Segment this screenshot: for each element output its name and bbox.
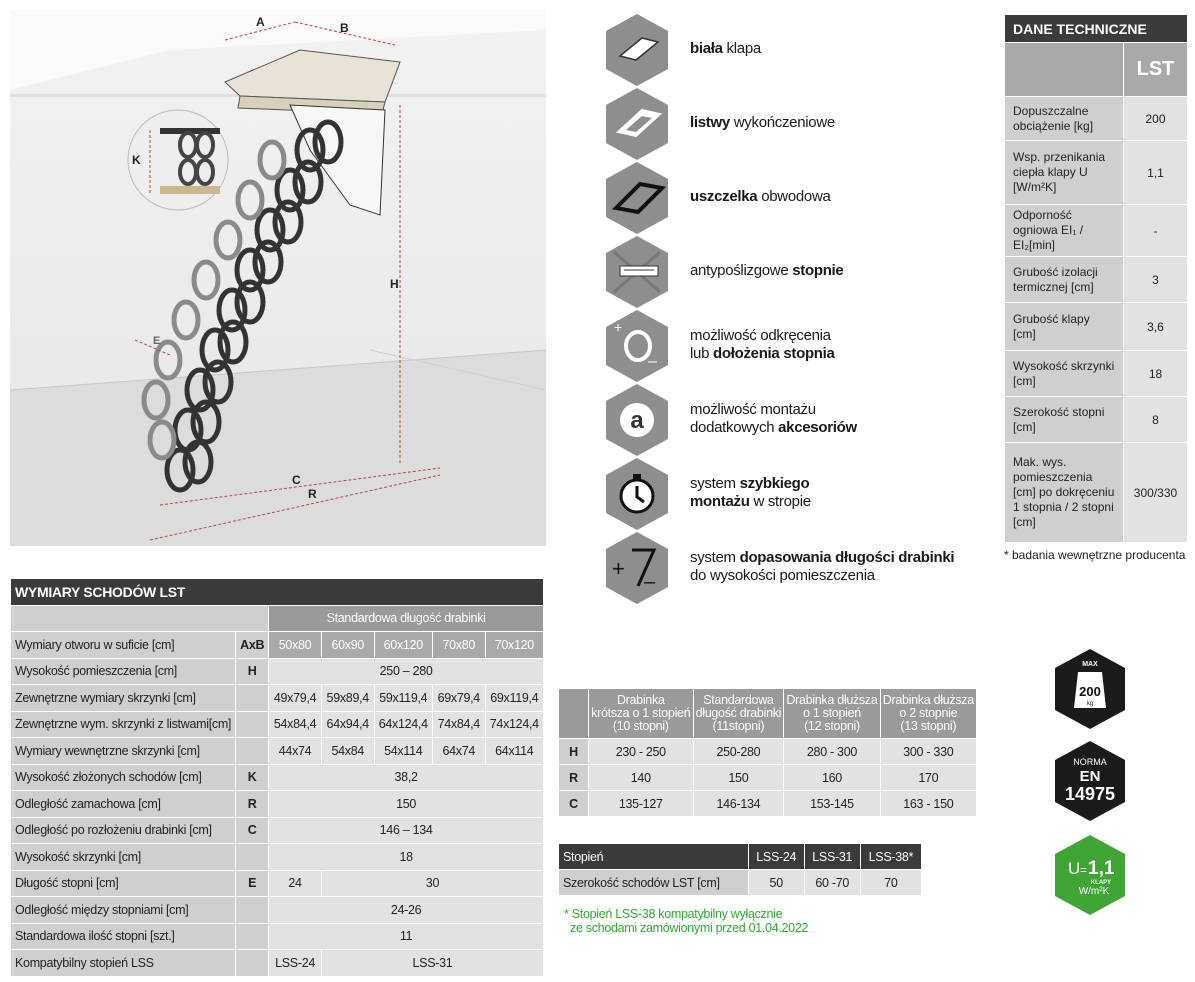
dim-label-k: K (132, 153, 141, 167)
tech-model: LST (1124, 43, 1188, 97)
technical-data-table (1004, 14, 1188, 543)
step-row-label: Szerokość schodów LST [cm] (559, 870, 749, 896)
dims-row-label: Długość stopni [cm] (11, 870, 236, 897)
norm-en-badge (1054, 740, 1126, 822)
clock-icon (604, 456, 670, 532)
dim-label-c: C (292, 473, 301, 487)
tech-row-label: Grubość klapy [cm] (1005, 303, 1124, 351)
svg-text:W/m²K: W/m²K (1078, 886, 1110, 897)
dim-label-r: R (308, 487, 317, 501)
svg-text:–: – (644, 571, 656, 593)
compatibility-note: * Stopień LSS-38 kompatybilny wyłącznie ze schodami zamówionymi przed 01.04.2022 (564, 907, 809, 935)
dims-row-label: Wymiary otworu w suficie [cm] (11, 632, 236, 659)
dims-row-label: Odległość między stopniami [cm] (11, 897, 236, 924)
svg-text:EN: EN (1079, 768, 1101, 785)
length-header: Standardowa długość drabinki (11stopni) (693, 689, 784, 739)
accessories-icon (604, 382, 670, 458)
feature-length-adjust: + – system dopasowania długości drabinki do wysokości pomieszczenia (604, 530, 1024, 604)
dims-row-label: Standardowa ilość stopni [szt.] (11, 923, 236, 950)
step-adjust-icon (604, 308, 670, 384)
feature-seal: uszczelka obwodowa (604, 160, 1024, 234)
feature-trim-strips: listwy wykończeniowe (604, 86, 1024, 160)
dims-row-label: Odległość po rozłożeniu drabinki [cm] (11, 817, 236, 844)
dimensions-table: WYMIARY SCHODÓW LST Standardowa długość drabinki Wymiary otworu w suficie [cm] AxB 50x80 60x90 60x120 70x80 70x120 Wysokość pomieszczenia [cm] H 250 – 280 Zewnętrzne wymiary skrzynki [cm] 49x79,4 59x89,4 59x119,4 69x79,4 69x119,4 Zewnętrzne wym. skrzynki z listwami[cm] 54x84,4 64x94,4 64x124,4 74x84,4 74x124,4 Wymiary wewnętrzne skrzynki [cm] 44x74 54x84 54x114 64x74 64x114 Wysokość złożonych schodów [cm] K 38,2 Odległość zamachowa [cm] R 150 Odległość po rozłożeniu drabinki [cm] C 146 – 134 Wysokość skrzynki [cm] 18 Długość stopni [cm] E 24 30 Odległość między stopniami [cm] 24-26 Standardowa ilość stopni [szt.] 11 Kompatybilny stopień LSS LSS-24 LSS-31 (10, 578, 544, 977)
anti-slip-step-icon (604, 234, 670, 310)
dims-title: WYMIARY SCHODÓW LST (11, 579, 544, 606)
attic-ladder-diagram (10, 10, 546, 546)
tech-row-value: - (1124, 205, 1188, 257)
step-header: Stopień (559, 844, 749, 870)
dims-size-header: 70x120 (485, 632, 543, 659)
svg-text:U: U (1068, 859, 1081, 878)
dims-row-label: Wysokość skrzynki [cm] (11, 844, 236, 871)
feature-anti-slip-steps: antypoślizgowe stopnie (604, 234, 1024, 308)
dim-label-h: H (390, 277, 399, 291)
dims-row-label: Zewnętrzne wymiary skrzynki [cm] (11, 685, 236, 712)
tech-row-label: Grubość izolacji termicznej [cm] (1005, 257, 1124, 303)
svg-text:=: = (1080, 863, 1088, 877)
feature-step-removal: + – możliwość odkręcenia lub dołożenia stopnia (604, 308, 1024, 382)
svg-text:+: + (614, 319, 623, 335)
feature-accessories: a możliwość montażu dodatkowych akcesoriów (604, 382, 1024, 456)
tech-row-value: 3 (1124, 257, 1188, 303)
dim-label-e: E (153, 335, 161, 347)
length-header: Drabinka krótsza o 1 stopień (10 stopni) (589, 689, 694, 739)
svg-text:KLAPY: KLAPY (1090, 880, 1112, 886)
length-header: Drabinka dłuższa o 1 stopień (12 stopni) (784, 689, 880, 739)
feature-quick-install: system szybkiego montażu w stropie (604, 456, 1024, 530)
svg-text:MAX: MAX (1082, 661, 1098, 668)
dims-row-symbol: AxB (236, 632, 269, 659)
max-load-badge (1054, 648, 1126, 730)
dims-size-header: 70x80 (432, 632, 485, 659)
svg-text:NORMA: NORMA (1073, 757, 1107, 767)
feature-white-hatch: biała klapa (604, 12, 1024, 86)
tech-row-label: Szerokość stopni [cm] (1005, 397, 1124, 443)
svg-text:14975: 14975 (1064, 784, 1116, 804)
tech-title: DANE TECHNICZNE (1005, 15, 1188, 43)
svg-text:200: 200 (1079, 684, 1101, 699)
trim-frame-icon (604, 86, 670, 162)
svg-text:a: a (630, 407, 644, 434)
tech-row-value: 1,1 (1124, 141, 1188, 205)
tech-row-label: Wysokość skrzynki [cm] (1005, 351, 1124, 397)
seal-gasket-icon (604, 160, 670, 236)
dim-label-a: A (256, 15, 265, 29)
dims-size-header: 60x120 (374, 632, 432, 659)
dims-row-label: Wysokość złożonych schodów [cm] (11, 764, 236, 791)
dim-label-b: B (340, 21, 349, 35)
ladder-length-table: Drabinka krótsza o 1 stopień (10 stopni) Standardowa długość drabinki (11stopni) Drabinka dłuższa o 1 stopień (12 stopni) Drabinka dłuższa o 2 stopnie (13 stopni) H 230 - 250 250-280 280 - 300 300 - 330 R 140 150 160 170 C 135-127 146-134 153-145 163 - 150 (558, 688, 977, 817)
dims-size-header: 60x90 (321, 632, 374, 659)
svg-text:1,1: 1,1 (1088, 858, 1115, 879)
dims-row-label: Wysokość pomieszczenia [cm] (11, 658, 236, 685)
tech-row-value: 18 (1124, 351, 1188, 397)
step-table: Stopień LSS-24 LSS-31 LSS-38* Szerokość schodów LST [cm] 50 60 -70 70 (558, 843, 922, 896)
tech-row-value: 3,6 (1124, 303, 1188, 351)
svg-text:kg: kg (1086, 701, 1094, 707)
tech-footnote: * badania wewnętrzne producenta (1004, 548, 1186, 562)
tech-row-value: 300/330 (1124, 443, 1188, 543)
u-value-badge (1054, 834, 1126, 916)
dims-row-label: Kompatybilny stopień LSS (11, 950, 236, 977)
dims-row-label: Zewnętrzne wym. skrzynki z listwami[cm] (11, 711, 236, 738)
dims-cell: 250 – 280 (269, 658, 544, 685)
tech-row-label: Odporność ogniowa EI₁ / EI₂[min] (1005, 205, 1124, 257)
svg-text:+: + (612, 556, 625, 581)
dims-std-header: Standardowa długość drabinki (269, 605, 544, 632)
dims-row-label: Wymiary wewnętrzne skrzynki [cm] (11, 738, 236, 765)
svg-text:–: – (648, 353, 657, 370)
tech-row-value: 200 (1124, 97, 1188, 141)
tech-row-label: Mak. wys. pomieszczenia [cm] po dokręceniu 1 stopnia / 2 stopni [cm] (1005, 443, 1124, 543)
length-adjust-icon (604, 530, 670, 606)
tech-row-value: 8 (1124, 397, 1188, 443)
dims-size-header: 50x80 (269, 632, 322, 659)
tech-row-label: Wsp. przenikania ciepła klapy U [W/m²K] (1005, 141, 1124, 205)
tech-row-label: Dopuszczalne obciążenie [kg] (1005, 97, 1124, 141)
dims-row-label: Odległość zamachowa [cm] (11, 791, 236, 818)
hatch-panel-icon (604, 12, 670, 88)
length-header: Drabinka dłuższa o 2 stopnie (13 stopni) (880, 689, 976, 739)
